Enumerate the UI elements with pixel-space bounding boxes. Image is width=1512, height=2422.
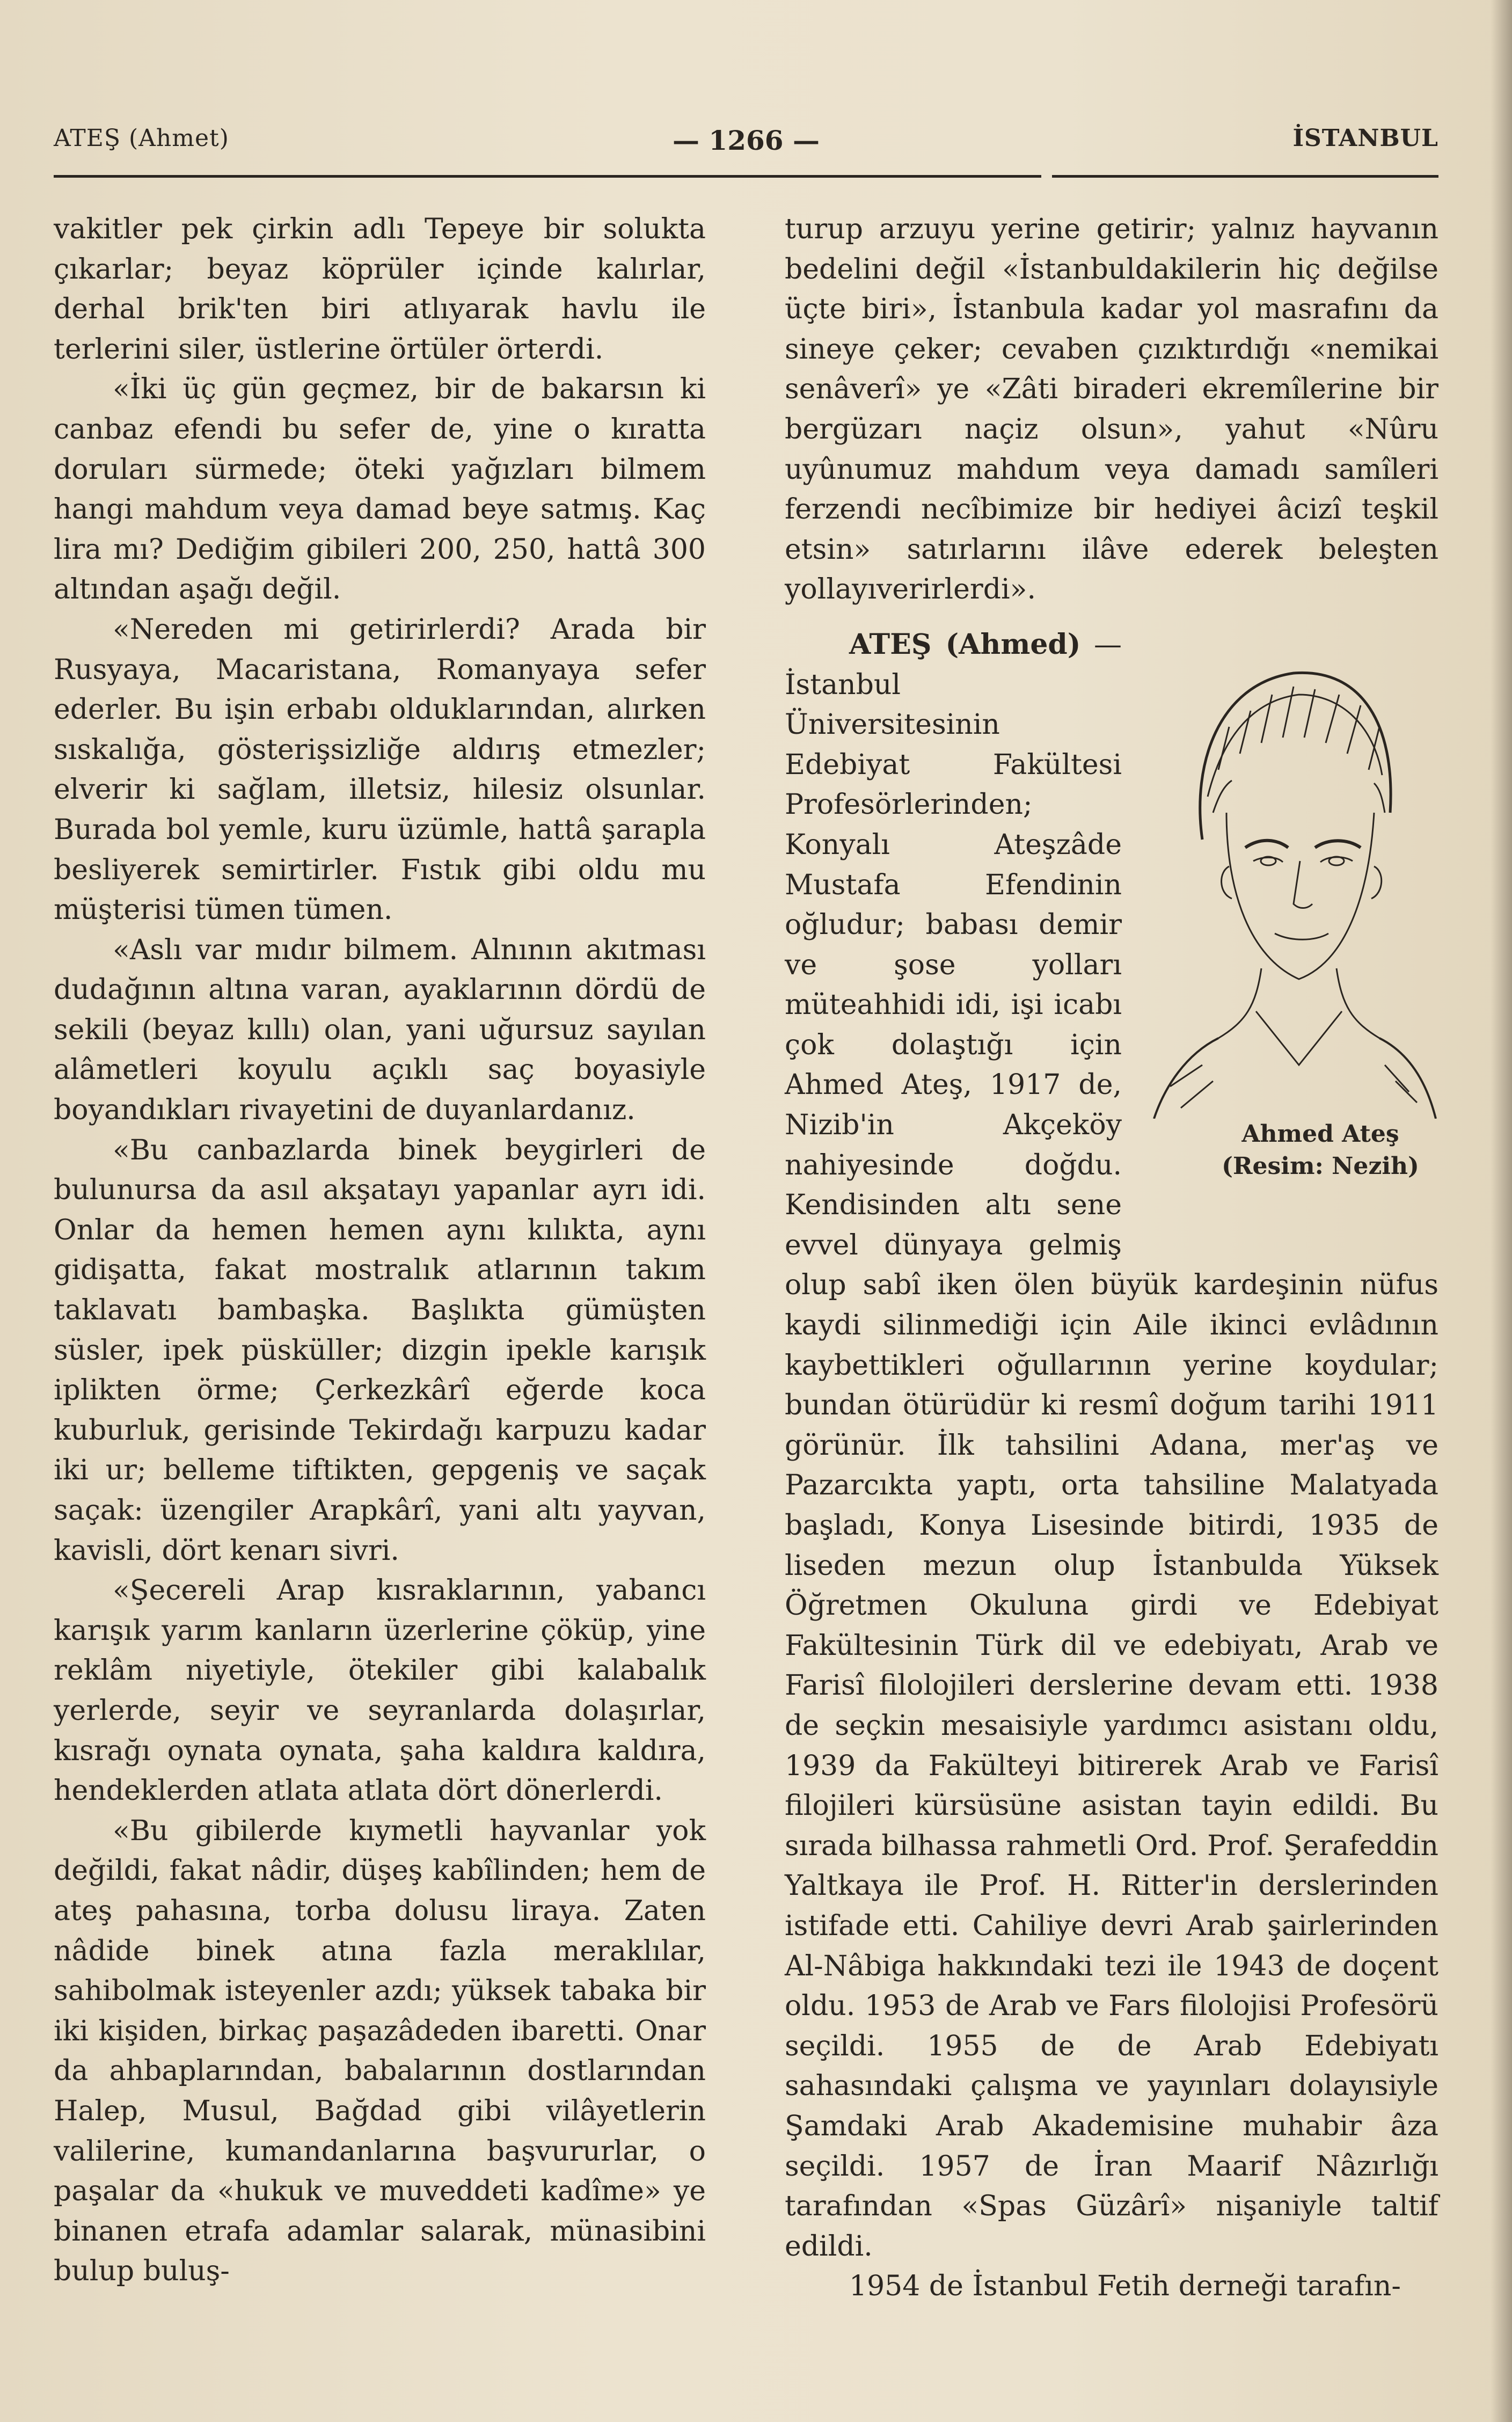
paragraph: «Bu canbazlarda binek beygirleri de bulunursa da asıl akşatayı yapanlar ayrı idi. Onlar da hemen hemen aynı kılıkta, aynı gidişatta, fakat mostralık atlarının takım taklavatı bambaşka. Başlıkta gümüşten süsler, ipek püsküller; dizgin ipekle karışık iplikten örme; Çerkezkârî eğerde koca kuburluk, gerisinde Tekirdağı karpuzu kadar iki ur; belleme tiftikten, gepgeniş ve saçak saçak: üzengiler Arapkârî, yani altı yayvan, kavisli, dört kenarı sivri. [54,1134,706,1567]
paragraph: 1954 de İstanbul Fetih derneği tarafın- [849,2270,1401,2303]
left-column [54,209,706,2292]
header-rule-left [54,175,1041,178]
paragraph: «İki üç gün geçmez, bir de bakarsın ki canbaz efendi bu sefer de, yine o kıratta doruları sürmede; öteki yağızları bilmem hangi mahdum veya damad beye satmış. Kaç lira mı? Dediğim gibileri 200, 250, hattâ 300 altından aşağı değil. [54,373,706,606]
paragraph: «Aslı var mıdır bilmem. Alnının akıtması dudağının altına varan, ayaklarının dördü de sekili (beyaz kıllı) olan, yani uğursuz sayılan alâmetleri koyulu açıklı saç boyasiyle boyandıkları rivayetini de duyanlardanız. [54,933,706,1127]
paragraph: «Bu gibilerde kıymetli hayvanlar yok değildi, fakat nâdir, düşeş kabîlinden; hem de ateş pahasına, torba dolusu liraya. Zaten nâdide binek atına fazla meraklılar, sahibolmak isteyenler azdı; yüksek tabaka bir iki kişiden, birkaç paşazâdeden ibaretti. Onar da ahbaplarından, babalarının dostlarından Halep, Musul, Bağdad gibi vilâyetlerin valilerine, kumandanlarına başvururlar, o paşalar da «hukuk ve muveddeti kadîme» ye binanen etrafa adamlar salarak, münasibini bulup buluş- [54,1814,706,2288]
right-column [785,209,1438,2307]
portrait-caption: Ahmed Ateş [1241,1120,1399,1148]
page-header [54,125,1438,167]
portrait-credit: (Resim: Nezih) [1222,1152,1419,1180]
header-right: İSTANBUL [1292,125,1438,152]
page-number: — 1266 — [673,125,820,156]
portrait-figure [1138,636,1438,1237]
paragraph: vakitler pek çirkin adlı Tepeye bir solukta çıkarlar; beyaz köprüler içinde kalırlar, derhal brik'ten biri atlıyarak havlu ile terlerini siler, üstlerine örtüler örterdi. [54,213,706,366]
paragraph: «Nereden mi getirirlerdi? Arada bir Rusyaya, Macaristana, Romanyaya sefer ederler. Bu işin erbabı olduklarından, alırken sıskalığa, gösterişsizliğe aldırış etmezler; elverir ki sağlam, illetsiz, hilesiz olsunlar. Burada bol yemle, kuru üzümle, hattâ şarapla besliyerek semirtirler. Fıstık gibi oldu mu müşterisi tümen tümen. [54,613,706,927]
header-left: ATEŞ (Ahmet) [54,125,229,152]
page-edge-shadow [1491,0,1512,2422]
paragraph: «Şecereli Arap kısraklarının, yabancı karışık yarım kanların üzerlerine çöküp, yine reklâm niyetiyle, ötekiler gibi kalabalık yerlerde, seyir ve seyranlarda dolaşırlar, kısrağı oynata oynata, şaha kaldıra kaldıra, hendeklerden atlata atlata dört dönerlerdi. [54,1574,706,1807]
paragraph-continuation: turup arzuyu yerine getirir; yalnız hayvanın bedelini değil «İstanbuldakilerin hiç değilse üçte biri», İstanbula kadar yol masrafını da sineye çeker; cevaben çızıktırdığı «nemikai senâverî» ye «Zâti biraderi ekremîlerine bir bergüzarı naçiz olsun», yahut «Nûru uyûnumuz mahdum veya damadı samîleri ferzendi necîbimize bir hediyei âcizî teşkil etsin» satırlarını ilâve ederek beleşten yollayıverirlerdi». [785,213,1438,606]
portrait-drawing [1138,636,1438,1119]
header-rule-right [1052,175,1438,178]
entry-text: — İstanbul Üniversitesinin Edebiyat Fakültesi Profesörlerinden; Konyalı Ateşzâde Mustafa Efendinin oğludur; babası demir ve şose yolları müteahhidi idi, işi icabı çok dolaştığı için Ahmed Ateş, 1917 de, Nizib'in Akçeköy nahiyesinde doğdu. Kendisinden altı sene evvel dünyaya gelmiş olup sabî iken ölen büyük kardeşinin nüfus kaydi silinmediği için Aile ikinci evlâdının kaybettikleri oğullarının yerine koydular; bundan ötürüdür ki resmî doğum tarihi 1911 görünür. İlk tahsilini Adana, mer'aş ve Pazarcıkta yaptı, orta tahsiline Malatyada başladı, Konya Lisesinde bitirdi, 1935 de liseden mezun olup İstanbulda Yüksek Öğretmen Okuluna girdi ve Edebiyat Fakültesinin Türk dil ve edebiyatı, Arab ve Farisî filolojileri derslerine devam etti. 1938 de seçkin mesaisiyle yardımcı asistanı oldu, 1939 da Fakülteyi bitirerek Arab ve Farisî filojileri kürsüsüne asistan tayin edildi. Bu sırada bilhassa rahmetli Ord. Prof. Şerafeddin Yaltkaya ile Prof. H. Ritter'in derslerinden istifade etti. Cahiliye devri Arab şairlerinden Al-Nâbiga hakkındaki tezi ile 1943 de doçent oldu. 1953 de Arab ve Fars filolojisi Profesörü seçildi. 1955 de de Arab Edebiyatı sahasındaki çalışma ve yayınları dolayısiyle Şamdaki Arab Akademisine muhabir âza seçildi. 1957 de İran Maarif Nâzırlığı tarafından «Spas Güzârî» nişaniyle taltif edildi. [785,628,1438,2263]
biography-entry [785,625,1438,2266]
entry-name: ATEŞ (Ahmed) [849,628,1081,661]
